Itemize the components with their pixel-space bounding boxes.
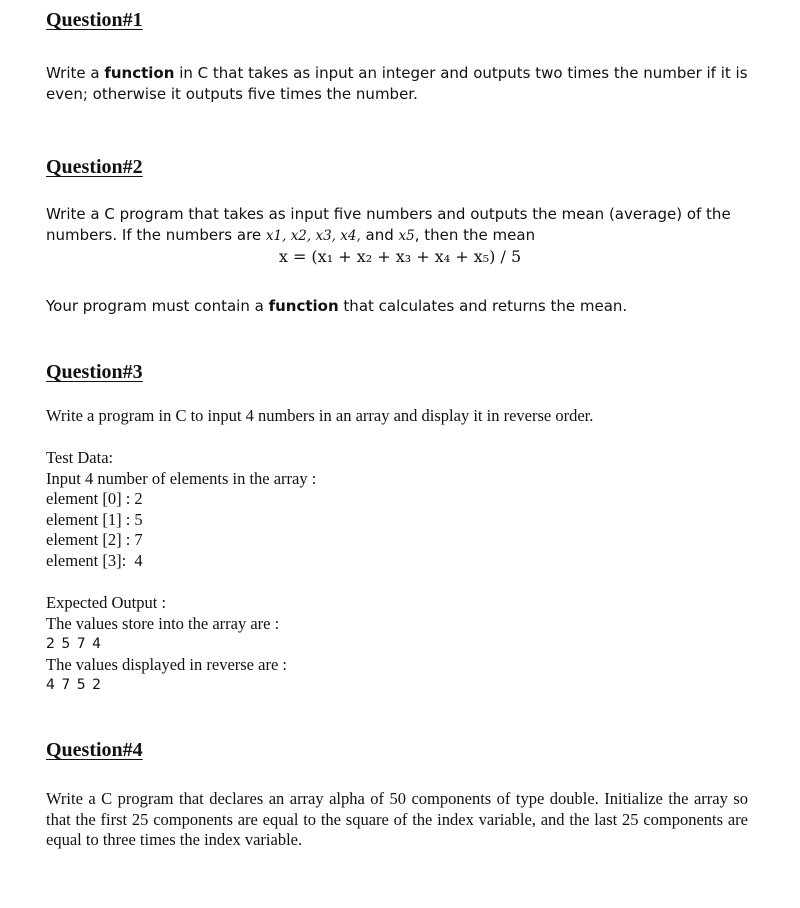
test-data-block bbox=[46, 448, 758, 571]
function-keyword: function bbox=[104, 64, 175, 82]
question-1-heading: Question#1 bbox=[46, 9, 143, 31]
expected-output-block bbox=[46, 593, 758, 696]
stored-values: 2 5 7 4 bbox=[46, 636, 102, 652]
question-4-heading: Question#4 bbox=[46, 739, 143, 761]
test-line: element [1] : 5 bbox=[46, 509, 143, 529]
question-3-heading: Question#3 bbox=[46, 361, 143, 383]
test-line: element [0] : 2 bbox=[46, 489, 143, 508]
variable-x5: x5 bbox=[398, 228, 415, 244]
question-4-text: Write a C program that declares an array alpha of 50 components of type double. Initialize the array so that the first 25 components are equal to the square of the index variable, and the last 25 components are equal to three times the index variable. bbox=[46, 789, 748, 849]
reverse-values: 4 7 5 2 bbox=[46, 677, 102, 693]
question-2-text: Write a C program that takes as input five numbers and outputs the mean (average) of the numbers. If the numbers are x1, x2, x3, x4, and x5, then the mean bbox=[46, 205, 731, 244]
question-2-requirement: Your program must contain a function that calculates and returns the mean. bbox=[46, 297, 628, 315]
test-line: element [2] : 7 bbox=[46, 530, 143, 549]
mean-formula: x = (x₁ + x₂ + x₃ + x₄ + x₅) / 5 bbox=[278, 247, 522, 266]
test-data-label: Test Data: bbox=[46, 448, 114, 467]
question-2-heading: Question#2 bbox=[46, 156, 143, 178]
variables-list: x1, x2, x3, x4, bbox=[265, 228, 361, 244]
test-line: Input 4 number of elements in the array : bbox=[46, 468, 317, 488]
test-line: element [3]: 4 bbox=[46, 550, 143, 570]
stored-values-label: The values store into the array are : bbox=[46, 613, 280, 633]
function-keyword: function bbox=[268, 297, 339, 315]
question-1-text: Write a function in C that takes as input an integer and outputs two times the number if it is even; otherwise it outputs five times the number. bbox=[46, 64, 748, 103]
expected-output-label: Expected Output : bbox=[46, 593, 167, 612]
question-3-intro: Write a program in C to input 4 numbers in an array and display it in reverse order. bbox=[46, 406, 594, 425]
reverse-values-label: The values displayed in reverse are : bbox=[46, 654, 287, 674]
